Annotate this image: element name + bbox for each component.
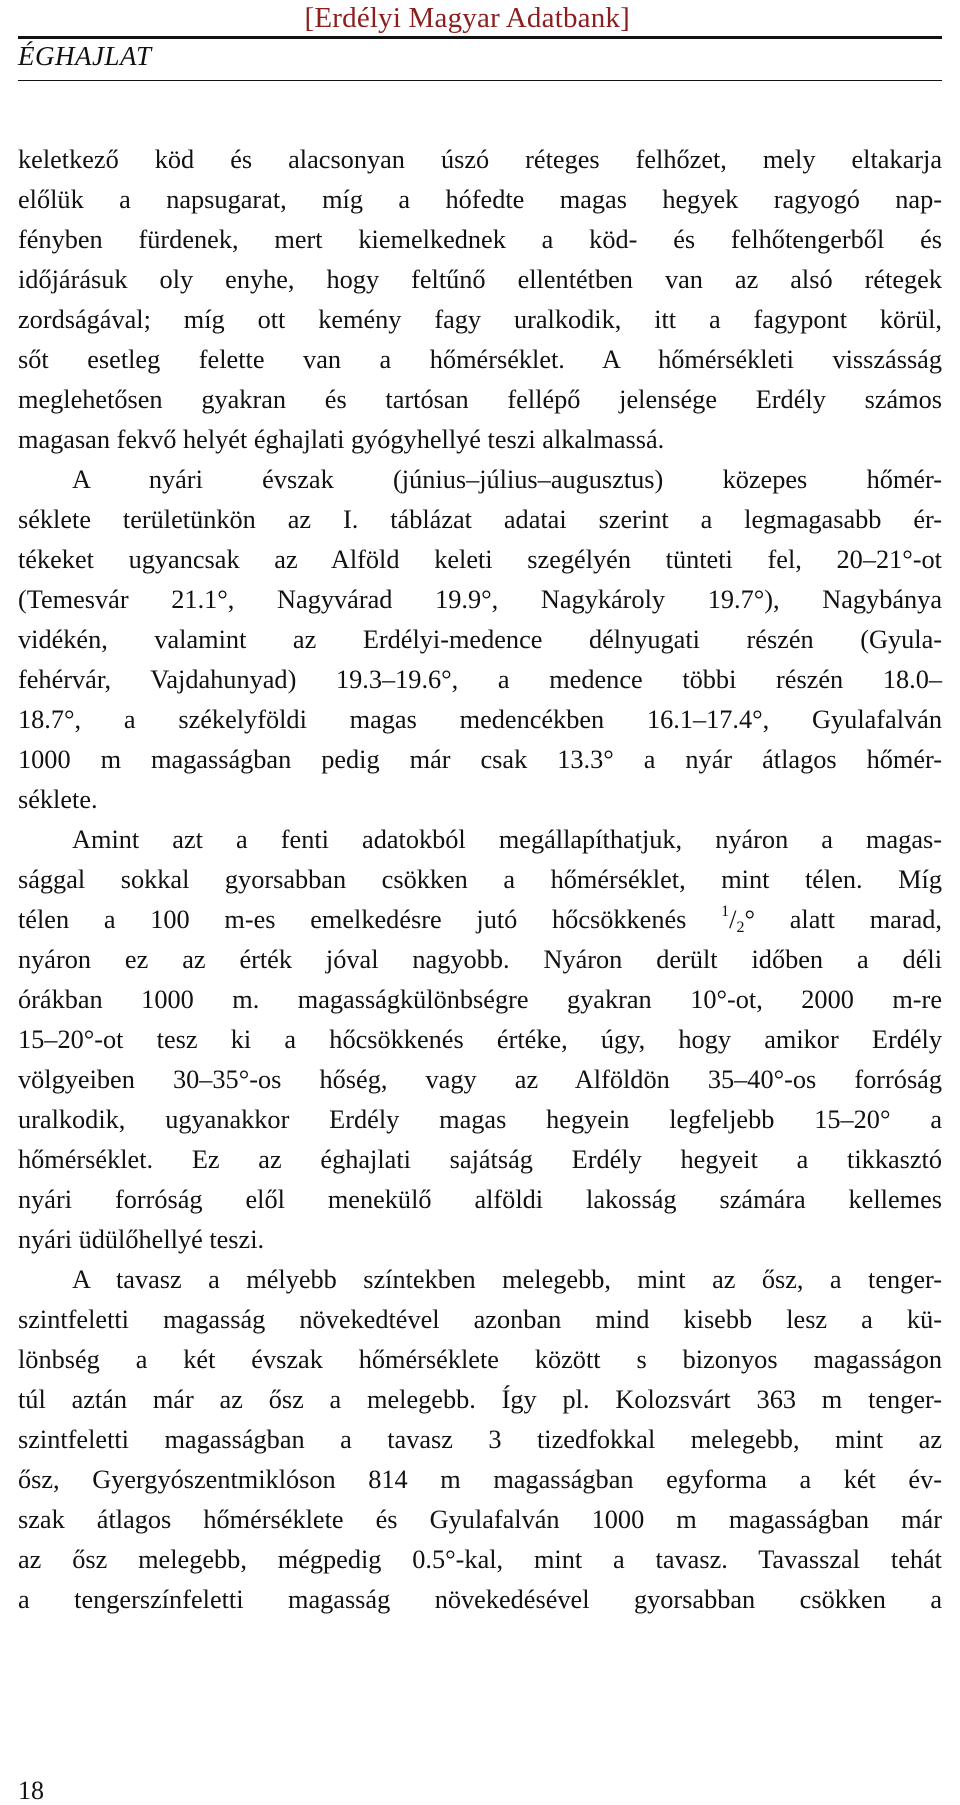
- text-line: fényben fürdenek, mert kiemelkednek a köd- és felhőtengerből és: [18, 225, 942, 254]
- text-segment: télen a 100 m-es emelkedésre jutó hőcsökkenés: [18, 905, 687, 934]
- text-line: túl aztán már az ősz a melegebb. Így pl. Kolozsvárt 363 m tenger-: [18, 1385, 942, 1414]
- text-line: 18.7°, a székelyföldi magas medencékben 16.1–17.4°, Gyulafalván: [18, 705, 942, 734]
- text-line: völgyeiben 30–35°-os hőség, vagy az Alföldön 35–40°-os forróság: [18, 1065, 942, 1094]
- text-line: uralkodik, ugyanakkor Erdély magas hegyein legfeljebb 15–20° a: [18, 1105, 942, 1134]
- text-line: meglehetősen gyakran és tartósan fellépő jelensége Erdély számos: [18, 385, 942, 414]
- text-line: nyári üdülőhellyé teszi.: [18, 1225, 265, 1254]
- text-line: szintfeletti magasságban a tavasz 3 tizedfokkal melegebb, mint az: [18, 1425, 942, 1454]
- text-line: keletkező köd és alacsonyan úszó réteges felhőzet, mely eltakarja: [18, 145, 942, 174]
- text-line: sággal sokkal gyorsabban csökken a hőmérséklet, mint télen. Míg: [18, 865, 942, 894]
- text-line: vidékén, valamint az Erdélyi-medence délnyugati részén (Gyula-: [18, 625, 942, 654]
- text-line: séklete.: [18, 785, 98, 814]
- text-line: Amint azt a fenti adatokból megállapíthatjuk, nyáron a magas-: [72, 825, 942, 854]
- body-text: [18, 140, 942, 1620]
- fraction-denominator: 2: [736, 919, 745, 936]
- text-line: ősz, Gyergyószentmiklóson 814 m magasságban egyforma a két év-: [18, 1465, 942, 1494]
- header-rule-top: [18, 36, 942, 39]
- text-line-with-fraction: [18, 900, 942, 940]
- text-line: nyári forróság elől menekülő alföldi lakosság számára kellemes: [18, 1185, 942, 1214]
- text-line: nyáron ez az érték jóval nagyobb. Nyáron derült időben a déli: [18, 945, 942, 974]
- text-line: a tengerszínfeletti magasság növekedésével gyorsabban csökken a: [18, 1585, 942, 1614]
- text-line: A tavasz a mélyebb színtekben melegebb, mint az ősz, a tenger-: [72, 1265, 942, 1294]
- site-title: [Erdélyi Magyar Adatbank]: [304, 2, 630, 34]
- text-line: időjárásuk oly enyhe, hogy feltűnő ellentétben van az alsó rétegek: [18, 265, 942, 294]
- page-header: [18, 0, 942, 84]
- text-line: előlük a napsugarat, míg a hófedte magas hegyek ragyogó nap-: [18, 185, 942, 214]
- header-rule-bottom: [18, 80, 942, 81]
- text-line: fehérvár, Vajdahunyad) 19.3–19.6°, a medence többi részén 18.0–: [18, 665, 942, 694]
- fraction-numerator: 1: [721, 903, 730, 920]
- text-line: 15–20°-ot tesz ki a hőcsökkenés értéke, úgy, hogy amikor Erdély: [18, 1025, 942, 1054]
- text-line: 1000 m magasságban pedig már csak 13.3° a nyár átlagos hőmér-: [18, 745, 942, 774]
- text-line: séklete területünkön az I. táblázat adatai szerint a legmagasabb ér-: [18, 505, 942, 534]
- text-line: az ősz melegebb, mégpedig 0.5°-kal, mint a tavasz. Tavasszal tehát: [18, 1545, 942, 1574]
- text-line: A nyári évszak (június–július–augusztus) közepes hőmér-: [72, 465, 942, 494]
- text-line: szak átlagos hőmérséklete és Gyulafalván 1000 m magasságban már: [18, 1505, 942, 1534]
- text-line: lönbség a két évszak hőmérséklete között s bizonyos magasságon: [18, 1345, 942, 1374]
- text-line: tékeket ugyancsak az Alföld keleti szegélyén tünteti fel, 20–21°-ot: [18, 545, 942, 574]
- text-line: hőmérséklet. Ez az éghajlati sajátság Erdély hegyeit a tikkasztó: [18, 1145, 942, 1174]
- fraction-unit: °: [744, 905, 755, 934]
- page-number: 18: [18, 1776, 44, 1805]
- text-line: (Temesvár 21.1°, Nagyvárad 19.9°, Nagykároly 19.7°), Nagybánya: [18, 585, 942, 614]
- text-line: órákban 1000 m. magasságkülönbségre gyakran 10°-ot, 2000 m-re: [18, 985, 942, 1014]
- text-line: szintfeletti magasság növekedtével azonban mind kisebb lesz a kü-: [18, 1305, 942, 1334]
- section-title: ÉGHAJLAT: [18, 41, 152, 71]
- text-line: zordságával; míg ott kemény fagy uralkodik, itt a fagypont körül,: [18, 305, 942, 334]
- text-line: magasan fekvő helyét éghajlati gyógyhellyé teszi alkalmassá.: [18, 425, 665, 454]
- text-line: sőt esetleg felette van a hőmérséklet. A hőmérsékleti visszásság: [18, 345, 942, 374]
- fraction-slash: /: [729, 905, 737, 934]
- text-segment: alatt marad,: [789, 905, 942, 934]
